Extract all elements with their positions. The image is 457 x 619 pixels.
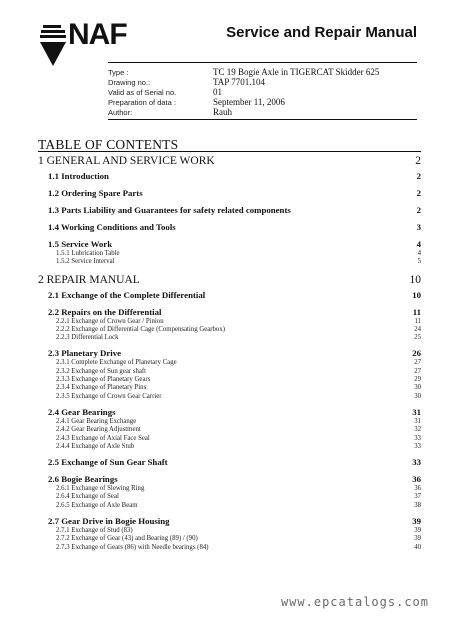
toc-entry-page: 30 (414, 392, 421, 400)
toc-entry-level-2[interactable] (38, 348, 421, 359)
manual-title: Service and Repair Manual (226, 24, 417, 41)
toc-entry-text: 2.3.4 Exchange of Planetary Pins (56, 384, 147, 392)
toc-entry-level-2[interactable] (38, 188, 421, 199)
toc-entry-text: 2.7.3 Exchange of Gears (86) with Needle bearings (84) (56, 543, 209, 551)
toc-entry-level-2[interactable] (38, 171, 421, 182)
toc-entry-text: 2.4.4 Exchange of Axle Stub (56, 442, 135, 450)
toc-entry-page: 10 (412, 289, 421, 300)
meta-label: Author: (108, 107, 133, 117)
toc-entry-page: 31 (414, 417, 421, 425)
watermark-text: www.epcatalogs.com (280, 595, 429, 609)
toc-entry-level-3[interactable] (38, 334, 421, 342)
toc-entry-page: 40 (414, 543, 421, 551)
meta-value: Rauh (213, 107, 232, 117)
toc-entry-level-3[interactable] (38, 443, 421, 451)
toc-entry-text: 2.4.2 Gear Bearing Adjustment (56, 426, 141, 434)
toc-entry-text: 2.4 Gear Bearings (48, 406, 116, 417)
meta-divider (108, 119, 417, 120)
toc-entry-page: 33 (414, 442, 421, 450)
toc-entry-level-1[interactable] (38, 273, 421, 287)
toc-entry-text: 2.7.1 Exchange of Stud (83) (56, 527, 133, 535)
toc-entry-level-3[interactable] (38, 376, 421, 384)
toc-entry-level-3[interactable] (38, 493, 421, 501)
toc-entry-text: 2.2.2 Exchange of Differential Cage (Compensating Gearbox) (56, 325, 225, 333)
toc-entry-page: 39 (414, 535, 421, 543)
toc-entry-text: 2.7 Gear Drive in Bogie Housing (48, 516, 170, 527)
toc-entry-page: 10 (409, 273, 421, 286)
meta-value: 01 (213, 87, 222, 97)
meta-value: TC 19 Bogie Axle in TIGERCAT Skidder 625 (213, 67, 380, 77)
toc-entry-level-2[interactable] (38, 516, 421, 527)
toc-entry-text: 2.5 Exchange of Sun Gear Shaft (48, 457, 168, 468)
toc-entry-page: 4 (416, 239, 421, 249)
toc-entry-level-3[interactable] (38, 418, 421, 426)
toc-entry-page: 3 (416, 222, 421, 232)
toc-entry-level-3[interactable] (38, 527, 421, 535)
toc-entry-page: 39 (414, 527, 421, 535)
toc-entry-text: 2.6.5 Exchange of Axle Beam (56, 501, 138, 509)
toc-entry-text: 2.2.1 Exchange of Crown Gear / Pinion (56, 317, 164, 325)
meta-label: Valid as of Serial no. (108, 87, 177, 97)
toc-entry-text: 1.2 Ordering Spare Parts (48, 188, 143, 198)
toc-entry-page: 24 (414, 325, 421, 333)
toc-entry-page: 2 (416, 171, 421, 181)
logo-text: NAF (68, 18, 127, 51)
toc-entry-text: 2.6.4 Exchange of Seal (56, 493, 119, 501)
toc-entry-page: 38 (414, 501, 421, 509)
toc-entry-text: 1 GENERAL AND SERVICE WORK (38, 155, 215, 167)
meta-label: Drawing no.: (108, 77, 151, 87)
toc-entry-page: 5 (417, 258, 421, 266)
toc-entry-text: 2.6 Bogie Bearings (48, 474, 118, 485)
toc-entry-page: 36 (414, 485, 421, 493)
toc-entry-level-3[interactable] (38, 426, 421, 434)
toc-entry-text: 2.3.3 Exchange of Planetary Gears (56, 376, 151, 384)
toc-entry-level-3[interactable] (38, 384, 421, 392)
toc-entry-level-3[interactable] (38, 535, 421, 543)
toc-entry-level-2[interactable] (38, 205, 421, 216)
meta-row-type (108, 67, 417, 77)
toc-entry-level-3[interactable] (38, 435, 421, 443)
toc-entry-text: 2.3 Planetary Drive (48, 348, 122, 359)
toc-entry-text: 2.3.2 Exchange of Sun gear shaft (56, 367, 147, 375)
toc-entry-page: 26 (412, 348, 421, 359)
toc-entry-level-2[interactable] (38, 290, 421, 301)
toc-entry-text: 1.5.1 Lubrication Table (56, 250, 120, 257)
toc-entry-page: 37 (414, 493, 421, 501)
toc-entry-level-2[interactable] (38, 407, 421, 418)
table-of-contents (38, 153, 421, 552)
toc-entry-level-3[interactable] (38, 502, 421, 510)
toc-entry-level-3[interactable] (38, 359, 421, 367)
toc-entry-page: 30 (414, 384, 421, 392)
toc-entry-level-2[interactable] (38, 222, 421, 233)
toc-entry-page: 39 (412, 516, 421, 527)
toc-entry-text: 2.3.1 Complete Exchange of Planetary Cage (56, 359, 177, 367)
toc-entry-page: 11 (412, 306, 421, 317)
toc-entry-text: 2.6.1 Exchange of Slewing Ring (56, 485, 145, 493)
toc-title-divider (38, 151, 421, 152)
toc-entry-page: 2 (416, 188, 421, 198)
toc-entry-level-3[interactable] (38, 318, 421, 326)
meta-row-drawing (108, 77, 417, 87)
header-divider (108, 62, 417, 63)
meta-label: Type : (108, 67, 129, 77)
toc-entry-level-3[interactable] (38, 368, 421, 376)
toc-entry-page: 27 (414, 359, 421, 367)
toc-entry-page: 32 (414, 426, 421, 434)
toc-entry-text: 2.7.2 Exchange of Gear (43) and Bearing (89) / (90) (56, 535, 198, 543)
meta-value: September 11, 2006 (213, 97, 285, 107)
toc-entry-text: 2.1 Exchange of the Complete Differential (48, 289, 206, 300)
toc-entry-text: 1.3 Parts Liability and Guarantees for safety related components (48, 205, 291, 215)
meta-value: TAP 7701.104 (213, 77, 265, 87)
toc-entry-text: 2.4.3 Exchange of Axial Face Seal (56, 434, 150, 442)
toc-entry-level-3[interactable] (38, 258, 421, 266)
toc-entry-level-3[interactable] (38, 544, 421, 552)
toc-entry-level-2[interactable] (38, 474, 421, 485)
toc-entry-page: 11 (414, 317, 421, 325)
toc-entry-page: 33 (414, 434, 421, 442)
document-meta (108, 67, 417, 117)
toc-title: TABLE OF CONTENTS (38, 137, 179, 152)
meta-row-author (108, 107, 417, 117)
toc-entry-page: 25 (414, 334, 421, 342)
toc-entry-page: 29 (414, 376, 421, 384)
toc-entry-text: 2 REPAIR MANUAL (38, 273, 140, 286)
toc-entry-level-2[interactable] (38, 239, 421, 250)
toc-entry-level-3[interactable] (38, 326, 421, 334)
toc-entry-level-3[interactable] (38, 250, 421, 258)
toc-entry-text: 2.2 Repairs on the Differential (48, 306, 162, 317)
meta-label: Preparation of data : (108, 97, 176, 107)
toc-entry-page: 4 (417, 250, 421, 257)
toc-entry-level-3[interactable] (38, 393, 421, 401)
toc-entry-page: 2 (415, 155, 421, 167)
toc-entry-page: 33 (412, 457, 421, 468)
toc-entry-level-3[interactable] (38, 485, 421, 493)
meta-row-date (108, 97, 417, 107)
toc-entry-text: 2.4.1 Gear Bearing Exchange (56, 417, 137, 425)
toc-entry-text: 1.5 Service Work (48, 239, 113, 249)
toc-entry-text: 1.5.2 Service Interval (56, 258, 115, 266)
toc-entry-page: 36 (412, 474, 421, 485)
toc-entry-text: 2.2.3 Differential Lock (56, 334, 119, 342)
meta-row-serial (108, 87, 417, 97)
toc-entry-page: 31 (412, 406, 421, 417)
toc-entry-page: 27 (414, 367, 421, 375)
toc-entry-text: 2.3.5 Exchange of Crown Gear Carrier (56, 392, 162, 400)
toc-entry-level-2[interactable] (38, 457, 421, 468)
toc-entry-page: 2 (416, 205, 421, 215)
toc-entry-level-2[interactable] (38, 307, 421, 318)
toc-entry-text: 1.4 Working Conditions and Tools (48, 222, 176, 232)
toc-entry-text: 1.1 Introduction (48, 171, 109, 181)
toc-entry-level-1[interactable] (38, 154, 421, 168)
